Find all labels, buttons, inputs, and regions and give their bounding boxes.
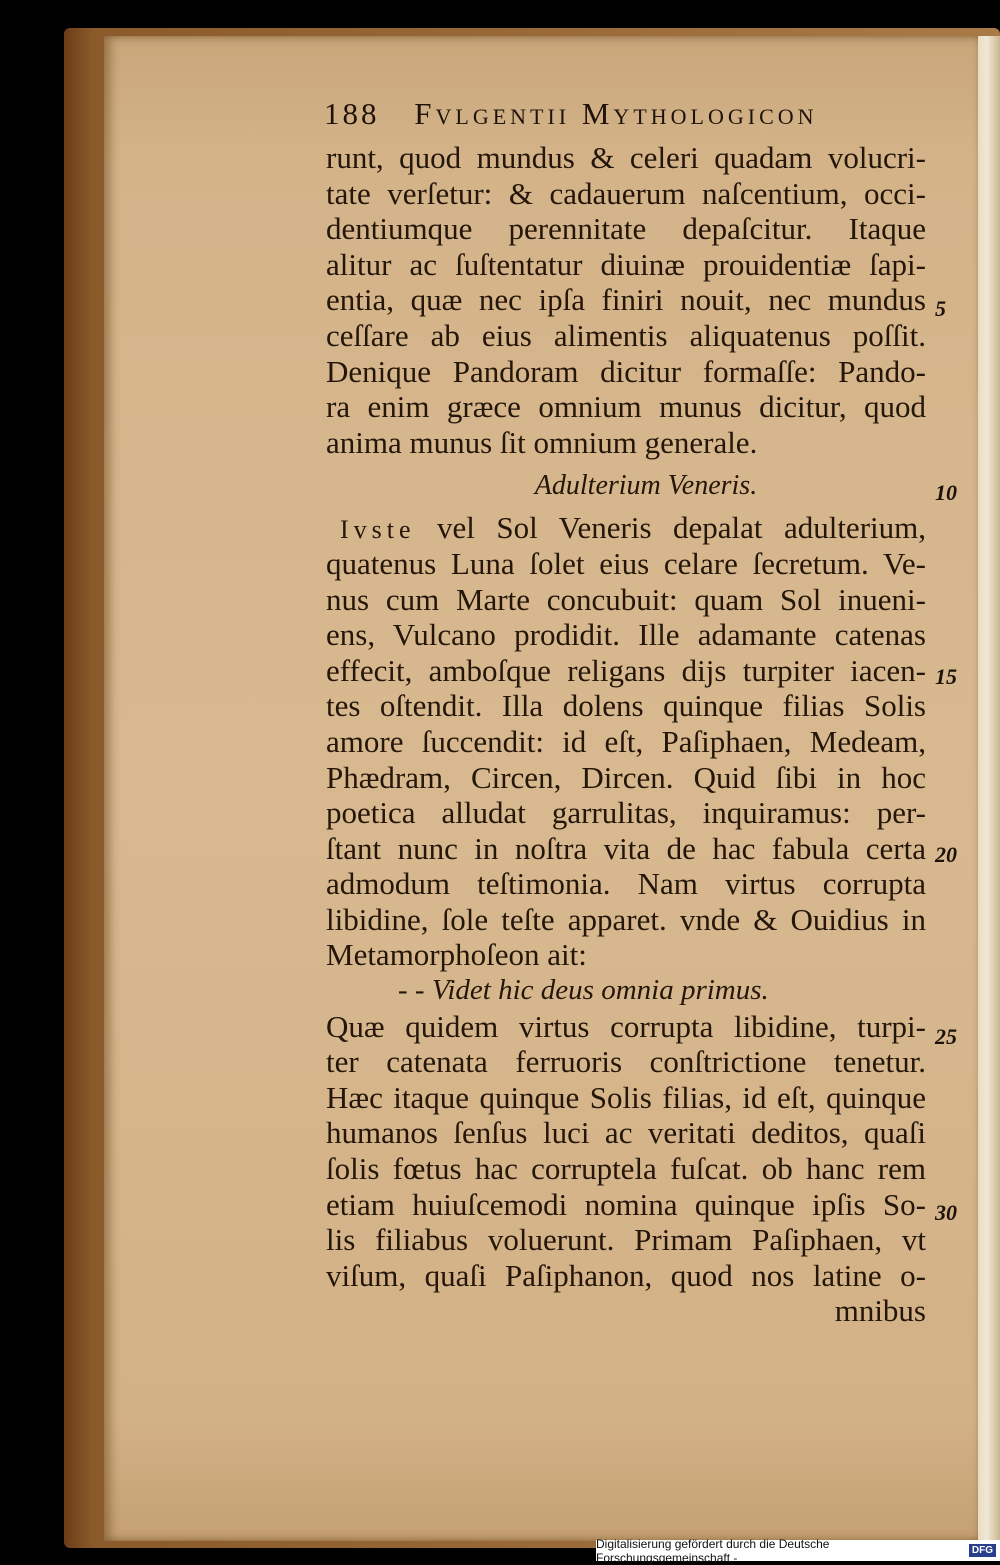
dfg-logo: DFG: [969, 1544, 996, 1557]
text-line: tate verſetur: & cadauerum naſcentium, occi-: [326, 175, 926, 211]
text-line: anima munus ſit omnium generale.: [326, 424, 758, 460]
text-line: ra enim græce omnium munus dicitur, quod: [326, 389, 926, 425]
text-line: lis filiabus voluerunt. Primam Paſiphaen, vt: [326, 1222, 926, 1258]
text-line: tes oſtendit. Illa dolens quinque filias Solis: [326, 688, 926, 724]
text-line: ſtant nunc in noſtra vita de hac fabula certa: [326, 830, 926, 866]
text-line: viſum, quaſi Paſiphanon, quod nos latine o-: [326, 1257, 926, 1293]
section-heading: Adulterium Veneris.: [534, 470, 758, 502]
line-number: 25: [935, 1024, 957, 1049]
text-line: runt, quod mundus & celeri quadam volucri-: [326, 140, 926, 175]
text-line: etiam huiuſcemodi nomina quinque ipſis So-: [326, 1186, 926, 1222]
catchword: mnibus: [834, 1293, 926, 1329]
running-title: Fvlgentii Mythologicon: [414, 96, 818, 131]
text-line: alitur ac ſuſtentatur diuinæ prouidentiæ ſapi-: [326, 246, 926, 282]
text-line: admodum teſtimonia. Nam virtus corrupta: [326, 866, 926, 902]
text-line: Quæ quidem virtus corrupta libidine, turpi-: [326, 1008, 926, 1044]
line-number: 10: [935, 480, 957, 505]
line-number: 20: [935, 842, 957, 867]
text-line: nus cum Marte concubuit: quam Sol inueni-: [326, 581, 926, 617]
text-line: entia, quæ nec ipſa finiri nouit, nec mundus: [326, 282, 926, 318]
initial-word: Ivste: [340, 515, 416, 545]
text-line-first: [326, 510, 926, 546]
funding-notice: Digitalisierung gefördert durch die Deutsche Forschungsgemeinschaft -: [596, 1536, 830, 1565]
text-line: Denique Pandoram dicitur formaſſe: Pando-: [326, 353, 926, 389]
text-line: humanos ſenſus luci ac veritati deditos, quaſi: [326, 1115, 926, 1151]
first-line-rest: vel Sol Veneris depalat adulterium,: [437, 510, 926, 546]
text-line: ceſſare ab eius alimentis aliquatenus poſſit.: [326, 317, 926, 353]
digitization-footer: [596, 1536, 1000, 1565]
line-number: 30: [935, 1200, 957, 1225]
verse-quotation: - - Videt hic deus omnia primus.: [398, 974, 769, 1007]
text-line: quatenus Luna ſolet eius celare ſecretum. Ve-: [326, 545, 926, 581]
text-line: effecit, amboſque religans dijs turpiter iacen-: [326, 652, 926, 688]
text-line: Phædram, Circen, Dircen. Quid ſibi in hoc: [326, 759, 926, 795]
main-text: [326, 140, 926, 1329]
text-line: libidine, ſole teſte apparet. vnde & Ouidius in: [326, 901, 926, 937]
text-line: poetica alludat garrulitas, inquiramus: per-: [326, 795, 926, 831]
page-stack-edge: [978, 36, 1000, 1541]
text-line: Metamorphoſeon ait:: [326, 937, 587, 973]
text-line: ens, Vulcano prodidit. Ille adamante catenas: [326, 617, 926, 653]
text-line: Hæc itaque quinque Solis filias, id eſt, quinque: [326, 1079, 926, 1115]
line-number: 5: [935, 296, 946, 321]
running-header: [324, 96, 884, 132]
text-line: amore ſuccendit: id eſt, Paſiphaen, Medeam,: [326, 723, 926, 759]
line-number: 15: [935, 664, 957, 689]
text-line: ſolis fœtus hac corruptela fuſcat. ob hanc rem: [326, 1151, 926, 1187]
text-line: dentiumque perennitate depaſcitur. Itaque: [326, 211, 926, 247]
text-line: ter catenata ferruoris conſtrictione tenetur.: [326, 1044, 926, 1080]
page-number: 188: [324, 96, 380, 131]
